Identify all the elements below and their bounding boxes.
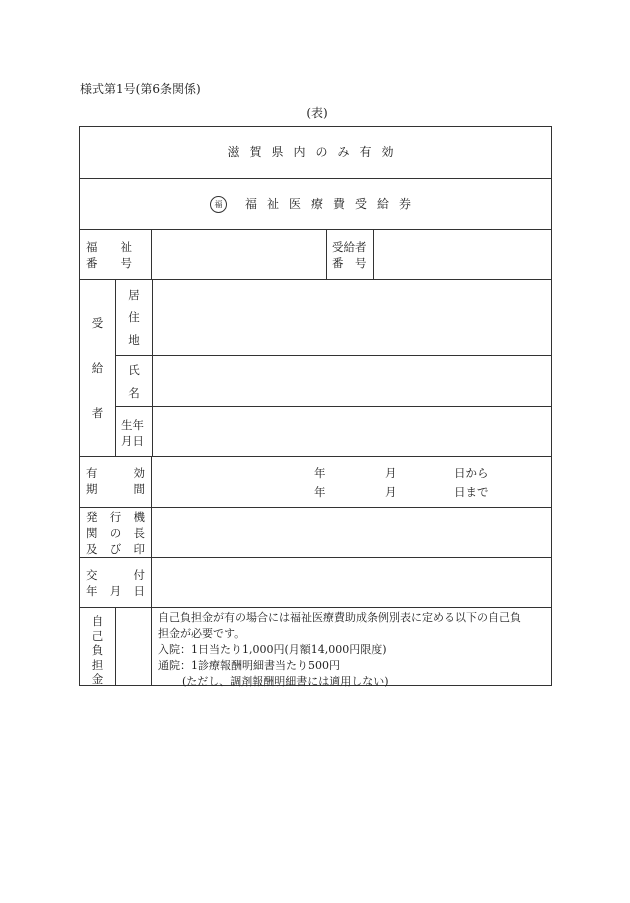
recipient-number-field[interactable] [373, 230, 551, 279]
validity-period-row [80, 456, 551, 507]
recipient-group-char: 給 [91, 360, 104, 375]
coupon-title-wrap [80, 179, 551, 229]
copay-note-line: (ただし、調剤報酬明細書には適用しない) [182, 675, 389, 688]
validity-until-month: 月 [385, 485, 397, 499]
birthdate-label-top: 生年 [121, 418, 144, 432]
validity-until-year: 年 [314, 485, 326, 499]
validity-area-row [80, 127, 551, 178]
validity-from-year: 年 [314, 466, 326, 480]
birthdate-label-bottom: 月日 [121, 434, 144, 448]
welfare-number-label-top: 福 祉 [86, 240, 132, 254]
issue-date-row [80, 557, 551, 607]
issuer-label-char: 行 [109, 510, 122, 524]
issue-date-field[interactable] [151, 558, 551, 607]
copay-note-line: 自己負担金が有の場合には福祉医療費助成条例別表に定める以下の自己負 [158, 611, 521, 624]
issuer-label-line3 [80, 541, 151, 557]
validity-from-day: 日から [454, 466, 489, 480]
welfare-number-label-bottom: 番 号 [86, 256, 132, 270]
copay-row [80, 607, 551, 688]
name-row [116, 355, 551, 407]
issuer-label-char: 関 [86, 526, 98, 540]
issue-date-label-char: 年 [86, 584, 98, 598]
copay-note [151, 608, 551, 688]
validity-period-field[interactable] [151, 457, 551, 507]
name-label [116, 356, 152, 407]
validity-label-line1 [80, 465, 151, 481]
copay-label-char: 負 [91, 643, 104, 657]
welfare-number-label [80, 230, 151, 279]
validity-label-char: 効 [133, 466, 145, 480]
address-label-char: 住 [128, 310, 140, 325]
coupon-form-table [79, 126, 552, 686]
birthdate-label [116, 407, 152, 456]
address-label-char: 地 [128, 332, 140, 347]
issuer-label-line1 [80, 509, 151, 525]
birthdate-field[interactable] [152, 407, 551, 456]
birthdate-row [116, 406, 551, 456]
title-row [80, 178, 551, 229]
issuer-label-char: 発 [86, 510, 98, 524]
issuer-label-char: 印 [133, 542, 145, 556]
address-row [116, 280, 551, 355]
recipient-number-label-bottom: 番 号 [332, 256, 367, 270]
side-label: (表) [306, 106, 328, 120]
address-field[interactable] [152, 280, 551, 355]
issuer-label-char: 長 [133, 526, 145, 540]
copay-note-text [152, 608, 551, 690]
issue-date-label-char: 交 [86, 568, 98, 582]
validity-period-label [80, 457, 151, 507]
issue-date-label-line1 [80, 567, 151, 583]
address-label-char: 居 [128, 288, 140, 303]
validity-label-char: 有 [86, 466, 98, 480]
welfare-seal-icon: 福 [210, 196, 227, 213]
copay-label-char: 自 [91, 614, 104, 628]
address-label [116, 280, 152, 355]
validity-label-line2 [80, 481, 151, 497]
copay-note-line: 担金が必要です。 [158, 627, 246, 640]
issue-date-label-char: 月 [109, 584, 122, 598]
copay-label-char: 己 [91, 628, 104, 643]
coupon-title: 福祉医療費受給券 [244, 197, 421, 211]
issuer-row [80, 507, 551, 557]
name-label-char: 氏 [128, 363, 140, 378]
issuer-label-char: 及 [86, 542, 98, 556]
issue-date-label [80, 558, 151, 607]
issue-date-label-line2 [80, 583, 151, 599]
recipient-block [80, 279, 551, 456]
issue-date-label-char: 日 [133, 584, 145, 598]
issuer-label-char: 機 [133, 510, 145, 524]
validity-area-text: 滋賀県内のみ有効 [227, 145, 404, 159]
validity-label-char: 間 [133, 482, 145, 496]
validity-label-char: 期 [86, 482, 98, 496]
issuer-field[interactable] [151, 508, 551, 557]
recipient-group-label [80, 280, 115, 456]
recipient-group-char: 者 [91, 406, 104, 421]
form-reference: 様式第1号(第6条関係) [80, 82, 201, 96]
copay-note-line: 通院：1診療報酬明細書当たり500円 [158, 659, 340, 672]
issuer-label-char: び [109, 542, 122, 556]
recipient-group-char: 受 [91, 315, 104, 330]
issuer-label-line2 [80, 525, 151, 541]
copay-label-char: 金 [91, 672, 104, 686]
copay-note-line: 入院：1日当たり1,000円(月額14,000円限度) [158, 643, 387, 656]
validity-from-month: 月 [385, 466, 397, 480]
recipient-subrows [115, 280, 551, 456]
validity-until-day: 日まで [454, 485, 489, 499]
issue-date-label-char: 付 [133, 568, 145, 582]
welfare-number-field[interactable] [151, 230, 326, 279]
name-label-char: 名 [128, 385, 140, 400]
recipient-number-label [326, 230, 373, 279]
copay-checkbox-field[interactable] [115, 608, 151, 685]
issuer-label [80, 508, 151, 557]
issuer-label-char: の [109, 526, 122, 540]
recipient-number-label-top: 受給者 [332, 240, 367, 254]
copay-label-char: 担 [91, 657, 104, 672]
numbers-row [80, 229, 551, 279]
copay-label [80, 608, 115, 685]
name-field[interactable] [152, 356, 551, 407]
